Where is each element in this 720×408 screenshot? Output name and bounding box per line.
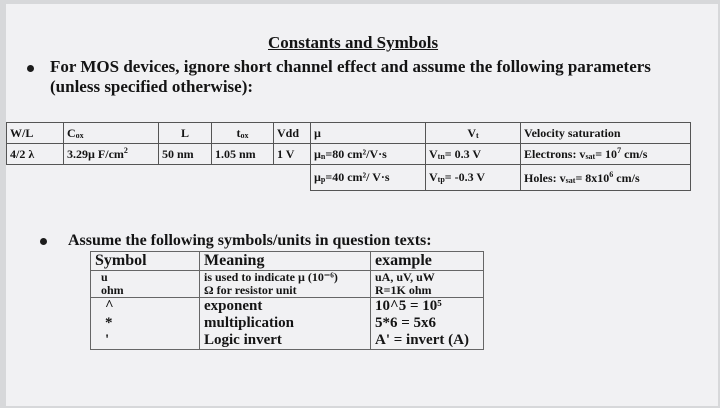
meaning-multiplication: multiplication (204, 315, 295, 331)
table-row (7, 123, 691, 144)
intro-line-2: (unless specified otherwise): (50, 77, 254, 96)
symbol-apostrophe: ' (105, 332, 110, 348)
example-exponent: 10^5 = 10⁵ (375, 298, 442, 314)
example-u: uA, uV, uW (375, 270, 435, 284)
cell-mu-p: µp=40 cm²/ V·s (311, 165, 426, 191)
bullet-icon (40, 238, 47, 245)
header-mu: µ (311, 123, 426, 144)
table-row (91, 252, 484, 271)
header-l: L (159, 123, 212, 144)
symbol-u: u (101, 270, 108, 284)
meaning-logic-invert: Logic invert (204, 332, 282, 348)
cell-vsat-holes: Holes: vsat= $8x10^6$ cm/s (521, 165, 691, 191)
header-meaning: Meaning (200, 252, 371, 271)
bullet-icon (27, 65, 34, 72)
assume-text: Assume the following symbols/units in question texts: (68, 232, 432, 249)
header-cox: Cox (64, 123, 159, 144)
example-multiplication: 5*6 = 5x6 (375, 315, 437, 331)
header-tox: tox (212, 123, 274, 144)
symbols-table (90, 251, 484, 350)
symbol-ohm: ohm (101, 283, 124, 297)
meaning-exponent: exponent (204, 298, 263, 314)
cell-mu-n: µn=80 cm²/V·s (311, 144, 426, 165)
cell-vsat-electrons: Electrons: vsat= $10^7$ cm/s (521, 144, 691, 165)
cell-vt-p: Vtp= -0.3 V (426, 165, 521, 191)
header-example: example (371, 252, 484, 271)
table-row (91, 271, 484, 298)
table-row (91, 298, 484, 350)
page-title: Constants and Symbols (268, 33, 439, 52)
header-vdd: Vdd (274, 123, 311, 144)
header-velocity: Velocity saturation (521, 123, 691, 144)
document-page (6, 4, 718, 406)
header-wl: W/L (7, 123, 64, 144)
cell-l: 50 nm (159, 144, 212, 165)
symbol-asterisk: * (105, 315, 113, 331)
symbol-caret: ^ (105, 298, 114, 314)
header-symbol: Symbol (91, 252, 200, 271)
example-logic-invert: A' = invert (A) (375, 332, 469, 348)
header-vt: Vt (426, 123, 521, 144)
cell-cox: 3.29µ $F/cm^2$ (64, 144, 159, 165)
cell-vt-n: Vtn= 0.3 V (426, 144, 521, 165)
intro-line-1: For MOS devices, ignore short channel effect and assume the following parameters (50, 57, 651, 76)
cell-wl: 4/2 λ (7, 144, 64, 165)
table-row (7, 165, 691, 191)
example-ohm: R=1K ohm (375, 283, 432, 297)
meaning-ohm: Ω for resistor unit (204, 283, 297, 297)
parameters-table (6, 122, 691, 191)
cell-vdd: 1 V (274, 144, 311, 165)
table-row (7, 144, 691, 165)
cell-tox: 1.05 nm (212, 144, 274, 165)
meaning-u: is used to indicate µ (10⁻⁶) (204, 270, 338, 284)
